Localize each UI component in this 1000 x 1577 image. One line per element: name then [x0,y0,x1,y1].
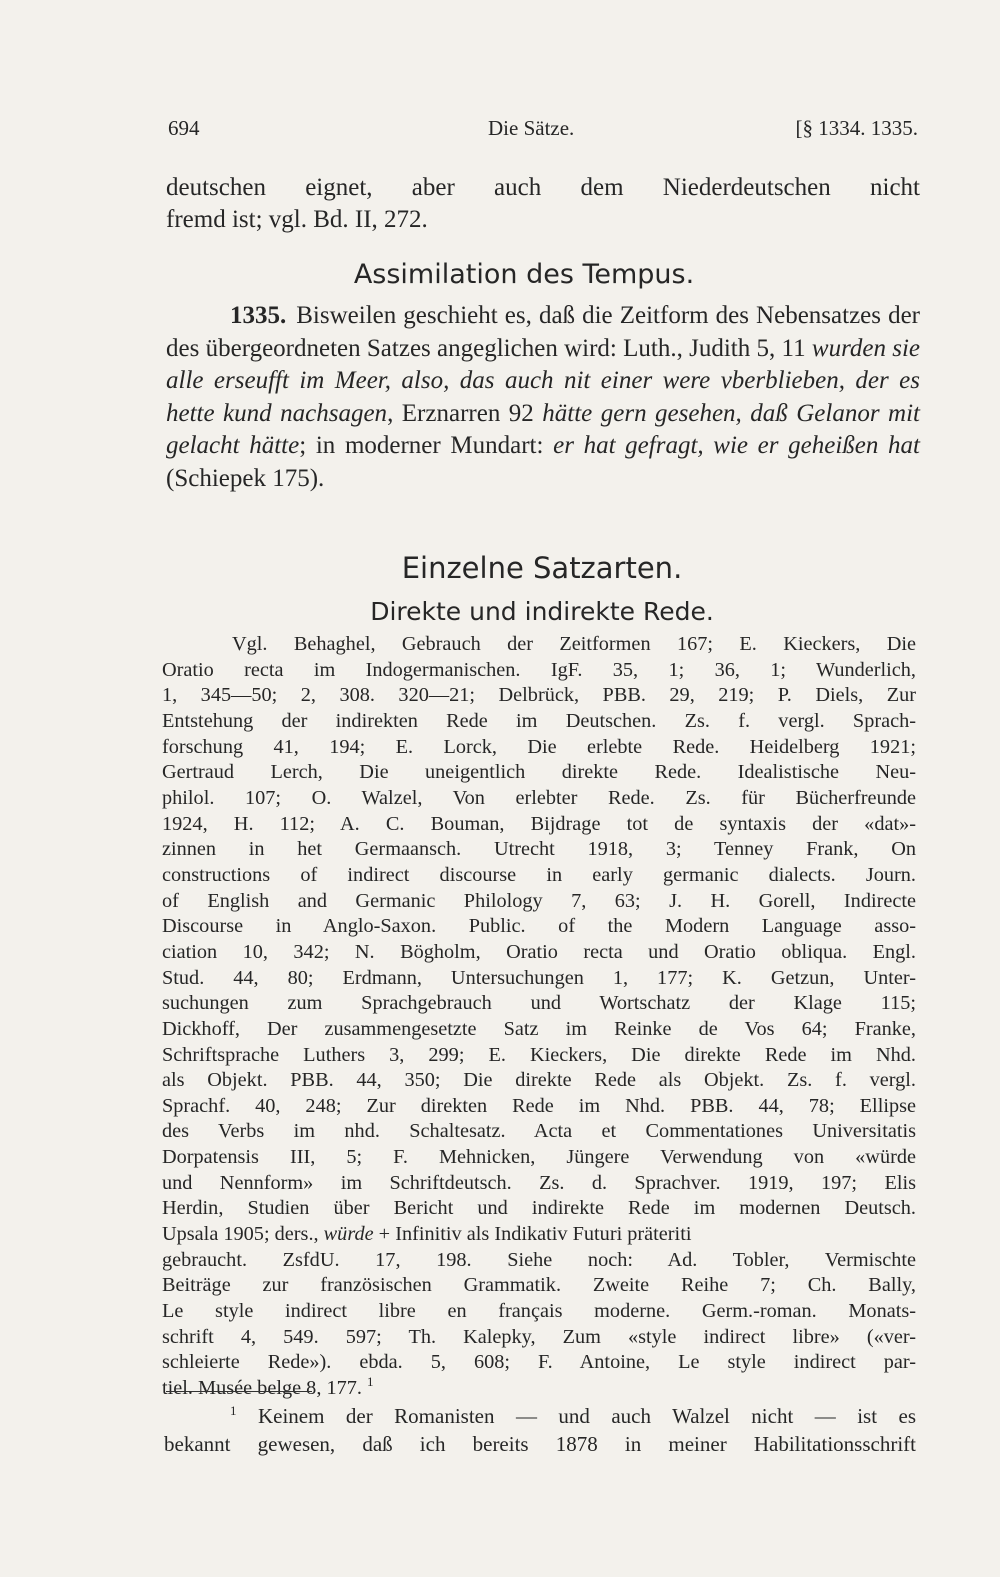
paragraph-continuation [166,172,920,236]
bib-line: ciation 10, 342; N. Bögholm, Oratio recta und Oratio obliqua. Engl. [162,940,916,963]
bib-text: + Infinitiv als Indikativ Futuri präteriti [373,1223,692,1246]
bib-line: zinnen in het Germaansch. Utrecht 1918, 3; Tenney Frank, On [162,838,916,861]
footnote-rule [166,1391,312,1392]
paragraph-text: (Schiepek 175). [166,464,325,492]
bib-line: Le style indirect libre en français moderne. Germ.-roman. Monats- [162,1300,916,1323]
quotation-italic: er hat gefragt, wie er geheißen hat [553,432,920,459]
bib-line: suchungen zum Sprachgebrauch und Wortschatz der Klage 115; [162,992,916,1015]
bib-line: Sprachf. 40, 248; Zur direkten Rede im Nhd. PBB. 44, 78; Ellipse [162,1094,916,1117]
bibliography [162,632,916,1402]
bib-line: Dorpatensis III, 5; F. Mehnicken, Jüngere Verwendung von «würde [162,1146,916,1169]
text-line: fremd ist; vgl. Bd. II, 272. [166,206,428,233]
bib-line: Entstehung der indirekten Rede im Deutschen. Zs. f. vergl. Sprach- [162,709,916,732]
text-line: deutschen eignet, aber auch dem Niederdeutschen nicht [166,174,920,201]
bib-line: Stud. 44, 80; Erdmann, Untersuchungen 1, 177; K. Getzun, Unter- [162,966,916,989]
bib-line: Dickhoff, Der zusammengesetzte Satz im Reinke de Vos 64; Franke, [162,1017,916,1040]
footnote-text: Keinem der Romanisten — und auch Walzel nicht — ist es [257,1404,916,1428]
quotation-italic: wurden sie alle erseufft im Meer, also, das auch nit einer were vberblieben, der es hette kund nachsagen [166,334,921,427]
footnote-line [164,1402,916,1430]
bib-line: als Objekt. PBB. 44, 350; Die direkte Rede als Objekt. Zs. f. vergl. [162,1069,916,1092]
bib-line: 1924, H. 112; A. C. Bouman, Bijdrage tot de syntaxis der «dat»- [162,812,916,835]
bib-line: Discourse in Anglo-Saxon. Public. of the Modern Language asso- [162,915,916,938]
bib-line: 1, 345—50; 2, 308. 320—21; Delbrück, PBB. 29, 219; P. Diels, Zur [162,684,916,707]
bib-line: Beiträge zur französischen Grammatik. Zweite Reihe 7; Ch. Bally, [162,1274,916,1297]
paragraph-1335 [166,300,920,495]
chapter-heading-einzelne-satzarten: Einzelne Satzarten. [401,551,683,585]
bib-line: constructions of indirect discourse in early germanic dialects. Journ. [162,863,916,886]
footnote [164,1402,916,1458]
subheading-direkte-indirekte-rede: Direkte und indirekte Rede. [370,597,714,626]
section-heading-assimilation: Assimilation des Tempus. [353,259,695,290]
bib-text: tiel. Musée belge 8, 177. [162,1377,362,1400]
bib-line: schleierte Rede»). ebda. 5, 608; F. Antoine, Le style indirect par- [162,1351,916,1374]
bib-line: und Nennform» im Schriftdeutsch. Zs. d. Sprachver. 1919, 197; Elis [162,1171,916,1194]
section-reference: [§ 1334. 1335. [795,116,918,140]
bib-line [162,1376,916,1402]
paragraph-text: , Erznarren 92 [387,399,543,427]
running-header [168,116,918,148]
bib-line: Gertraud Lerch, Die uneigentlich direkte Rede. Idealistische Neu- [162,761,916,784]
bib-text: Upsala 1905; ders., [162,1223,324,1246]
footnote-line: bekannt gewesen, daß ich bereits 1878 in meiner Habilitationsschrift [164,1432,916,1456]
footnote-number: 1 [230,1403,237,1418]
bib-line: gebraucht. ZsfdU. 17, 198. Siehe noch: Ad. Tobler, Vermischte [162,1248,916,1271]
paragraph-text: Bisweilen geschieht es, daß die Zeitform des Nebensatzes der des übergeordneten Satzes angeglichen wird: Luth., Judith 5, 11 [166,302,920,362]
bib-line [162,1222,916,1248]
bib-line: forschung 41, 194; E. Lorck, Die erlebte Rede. Heidelberg 1921; [162,735,916,758]
page-number: 694 [168,116,200,140]
bib-line: schrift 4, 549. 597; Th. Kalepky, Zum «style indirect libre» («ver- [162,1325,916,1348]
bib-line: of English and Germanic Philology 7, 63; J. H. Gorell, Indirecte [162,889,916,912]
paragraph-number: 1335. [230,302,287,329]
bib-line: Herdin, Studien über Bericht und indirekte Rede im modernen Deutsch. [162,1197,916,1220]
bib-line: Oratio recta im Indogermanischen. IgF. 35, 1; 36, 1; Wunderlich, [162,658,916,681]
footnote-marker: 1 [367,1374,374,1390]
bib-line: philol. 107; O. Walzel, Von erlebter Rede. Zs. für Bücherfreunde [162,786,916,809]
bib-italic: würde [323,1223,374,1246]
paragraph-text: ; in moderner Mundart: [299,432,554,459]
running-title: Die Sätze. [488,116,575,140]
bib-line: Vgl. Behaghel, Gebrauch der Zeitformen 167; E. Kieckers, Die [232,633,916,655]
quotation-italic: hätte gern gesehen, daß Gelanor mit gelacht hätte [166,399,920,459]
bib-line: Schriftsprache Luthers 3, 299; E. Kieckers, Die direkte Rede im Nhd. [162,1043,916,1066]
bib-line: des Verbs im nhd. Schaltesatz. Acta et Commentationes Universitatis [162,1120,916,1143]
